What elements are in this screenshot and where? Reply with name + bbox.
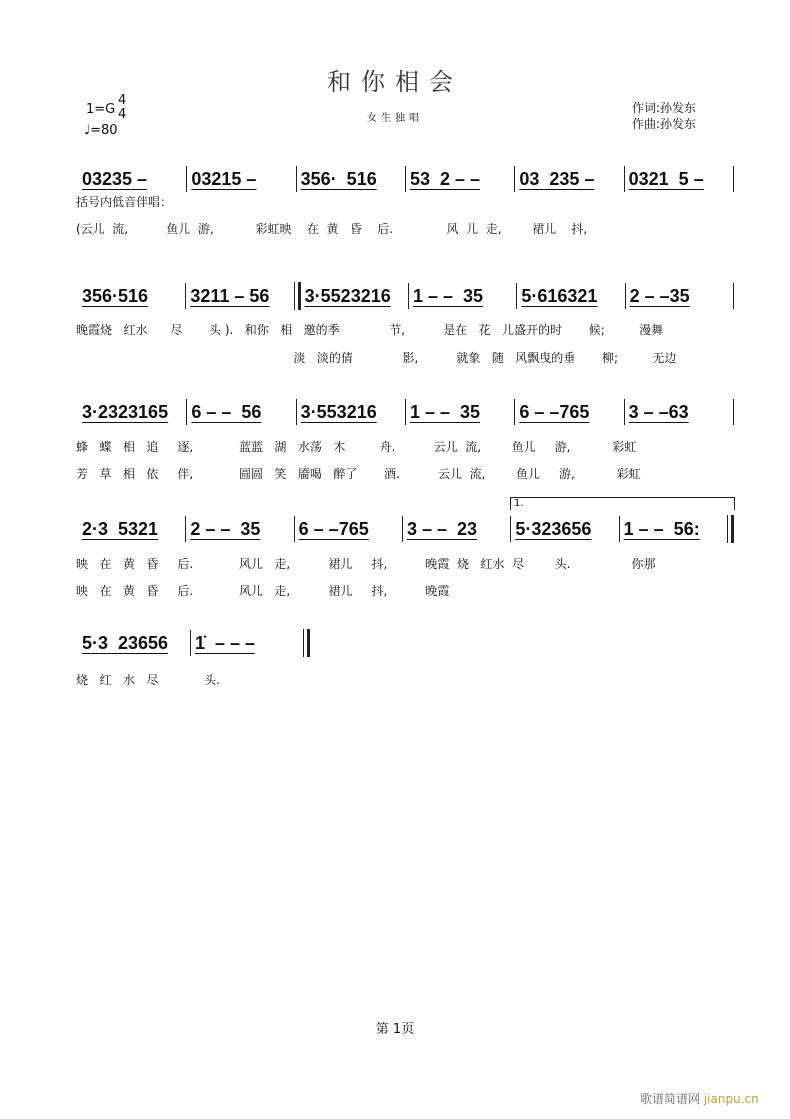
music-line (78, 630, 310, 656)
barline (733, 283, 734, 309)
credits (632, 100, 696, 132)
measure: 1 – – 35 (412, 285, 484, 306)
repeat-end-barline (727, 515, 734, 543)
lyric-line: 晚霞烧 红水 尽 头 ). 和你 相 邀的季 节, 是在 花 儿盛开的时 候; 漫舞 (76, 323, 664, 337)
measure: 1 – – 56: (623, 518, 700, 539)
lyric-line: 蜂 蝶 相 追 逐, 蓝蓝 湖 水荡 木 舟. 云儿 流, 鱼儿 游, 彩虹 (76, 440, 637, 454)
tempo-mark: ♩=80 (84, 123, 118, 138)
music-line (78, 399, 734, 425)
watermark (640, 1090, 759, 1107)
measure: 3·553216 (300, 401, 377, 422)
watermark-cn: 歌谱简谱网 (640, 1092, 701, 1106)
lyric-line: 映 在 黄 昏 后. 风儿 走, 裙儿 抖, 晚霞 (76, 584, 450, 598)
lyricist: 作词:孙发东 (632, 101, 697, 115)
barline (733, 166, 734, 192)
lyric-line: 烧 红 水 尽 头. (76, 673, 220, 687)
lyric-line: (云儿 流, 鱼儿 游, 彩虹映 在 黄 昏 后. 风 儿 走, 裙儿 抖, (76, 222, 588, 236)
repeat-start-barline (294, 282, 301, 310)
performance-type: 女生独唱 (367, 113, 423, 124)
volta-bracket: 1. (510, 497, 735, 510)
measure: 2·3 5321 (82, 518, 159, 539)
watermark-en: jianpu.cn (703, 1092, 759, 1106)
lyric-line: 芳 草 相 依 伴, 圆圆 笑 靥喝 醉了 酒. 云儿 流, 鱼儿 游, 彩虹 (76, 467, 641, 481)
song-title: 和你相会 (327, 68, 463, 96)
measure: 1̇ – – – (195, 632, 256, 653)
measure: 356·516 (82, 285, 149, 306)
measure: 3 – – 23 (406, 518, 478, 539)
accompaniment-note: 括号内低音伴唱： (76, 195, 173, 209)
measure: 3 – –63 (628, 401, 689, 422)
measure: 2 – – 35 (190, 518, 261, 539)
measure: 6 – –765 (298, 518, 369, 539)
measure: 5·616321 (521, 285, 598, 306)
lyric-line: 淡 淡的倩 影, 就象 随 风飘曳的垂 柳; 无边 (76, 351, 677, 365)
measure: 0321 5 – (628, 168, 704, 189)
measure: 3211 – 56 (190, 285, 270, 306)
page-number: 第 1页 (375, 1022, 415, 1037)
measure: 3·2323165 (82, 401, 169, 422)
measure: 2 – –35 (629, 285, 690, 306)
measure: 03235 – (82, 168, 148, 189)
lyric-line: 映 在 黄 昏 后. 风儿 走, 裙儿 抖, 晚霞 烧 红水 尽 头. 你那 (76, 557, 656, 571)
measure: 03 235 – (519, 168, 595, 189)
measure: 53 2 – – (409, 168, 481, 189)
time-signature-bottom: 4 (118, 107, 127, 122)
measure: 5·3 23656 (82, 632, 169, 653)
music-line (78, 166, 734, 192)
measure: 356· 516 (300, 168, 377, 189)
composer: 作曲:孙发东 (632, 117, 697, 131)
barline (733, 399, 734, 425)
measure: 1 – – 35 (409, 401, 481, 422)
measure: 03215 – (191, 168, 257, 189)
measure: 3·5523216 (304, 285, 391, 306)
final-barline (303, 629, 310, 657)
music-line (78, 283, 734, 309)
measure: 6 – –765 (519, 401, 590, 422)
key-signature: 1=G (86, 102, 116, 117)
measure: 6 – – 56 (191, 401, 262, 422)
measure: 5·323656 (515, 518, 592, 539)
music-line (78, 516, 734, 542)
time-signature-top: 4 (118, 93, 127, 108)
